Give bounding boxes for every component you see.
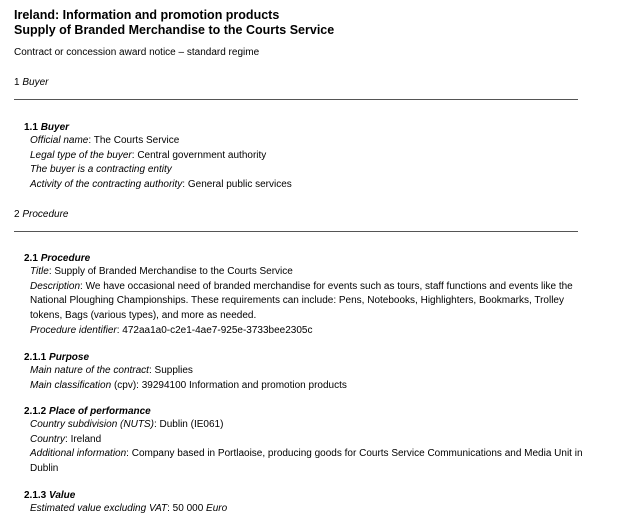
contracting-entity-row: [30, 163, 584, 178]
notice-title-line2: Supply of Branded Merchandise to the Courts Service: [14, 23, 335, 37]
subsection-title: Value: [49, 490, 76, 501]
section-divider: [14, 231, 578, 232]
activity-row: Activity of the contracting authority: General public services: [30, 179, 292, 191]
activity-value: General public services: [187, 179, 292, 191]
additional-info-value: Company based in Portlaoise, producing goods for Courts Service Communications and Media Unit in Dublin: [30, 448, 583, 475]
subsection-heading-procedure: [24, 252, 584, 265]
field-label: Country subdivision (NUTS): [30, 419, 154, 430]
contracting-entity-text: The buyer is a contracting entity: [30, 164, 172, 176]
subsection-heading-purpose: [24, 351, 584, 364]
buyer-block: [24, 121, 584, 193]
country-row: Country: Ireland: [30, 433, 102, 445]
nuts-row: Country subdivision (NUTS): Dublin (IE061): [30, 419, 224, 430]
subsection-heading-value: [24, 489, 584, 502]
field-label: Official name: [30, 135, 89, 146]
notice-title: [14, 8, 334, 38]
field-label: Country: [30, 433, 66, 445]
procedure-identifier-value: 472aa1a0-c2e1-4ae7-925e-3733bee2305c: [122, 324, 313, 336]
classification-scheme: (cpv): [113, 379, 137, 391]
contract-nature-value: Supplies: [154, 365, 193, 376]
purpose-block: [24, 351, 584, 393]
description-value: We have occasional need of branded merchandise for events such as tours, staff functions and events like the National Ploughing Championships. These requirements can include: Pens, Notebooks, Highlighters, Bookmarks, Trolley tokens, Bags (various types), and more as needed.: [30, 280, 573, 322]
notice-title-line1: Ireland: Information and promotion products: [14, 8, 280, 22]
section-title: Buyer: [22, 77, 49, 88]
field-label: Main classification: [30, 379, 112, 391]
description-row: Description: We have occasional need of branded merchandise for events such as tours, staff functions and events like the National Ploughing Championships. These requirements can include: Pens, Notebooks, Highlighters, Bookmarks, Trolley tokens, Bags (various types), and more as needed.: [30, 280, 573, 322]
subsection-heading-place: [24, 405, 584, 418]
estimated-amount: 50 000: [172, 503, 204, 514]
subsection-title: Procedure: [40, 253, 91, 264]
nuts-value: Dublin (IE061): [159, 419, 224, 430]
subsection-number: 2.1.2: [24, 406, 47, 417]
field-label: Legal type of the buyer: [30, 149, 132, 161]
classification-value: 39294100 Information and promotion products: [141, 379, 347, 391]
procedure-title-value: Supply of Branded Merchandise to the Courts Service: [54, 266, 293, 277]
place-block: [24, 405, 584, 477]
field-label: Additional information: [30, 448, 127, 460]
section-title: Procedure: [22, 209, 69, 220]
additional-info-row: Additional information: Company based in Portlaoise, producing goods for Courts Service Communications and Media Unit in Dublin: [30, 448, 583, 475]
procedure-title-row: Title: Supply of Branded Merchandise to the Courts Service: [30, 266, 293, 277]
legal-type-row: Legal type of the buyer: Central government authority: [30, 149, 267, 161]
subsection-number: 1.1: [24, 122, 38, 133]
currency: Euro: [206, 503, 228, 514]
procedure-block: [24, 252, 584, 339]
notice-type: Contract or concession award notice – standard regime: [14, 47, 260, 58]
procedure-identifier-row: Procedure identifier: 472aa1a0-c2e1-4ae7-925e-3733bee2305c: [30, 324, 313, 336]
subsection-title: Buyer: [40, 122, 70, 133]
section-heading-buyer: [14, 76, 48, 89]
legal-type-value: Central government authority: [137, 149, 267, 161]
estimated-value-row: Estimated value excluding VAT: 50 000 Euro: [30, 503, 228, 514]
field-label: Estimated value excluding VAT: [30, 503, 168, 514]
value-block: [24, 489, 584, 517]
section-number: 1: [14, 77, 20, 88]
section-divider: [14, 99, 578, 100]
classification-row: Main classification (cpv): 39294100 Information and promotion products: [30, 379, 347, 391]
field-label: Title: [30, 266, 49, 277]
subsection-title: Place of performance: [49, 406, 151, 417]
subsection-heading-buyer: [24, 121, 584, 134]
subsection-title: Purpose: [49, 352, 90, 363]
field-label: Activity of the contracting authority: [30, 179, 183, 191]
section-heading-procedure: [14, 208, 68, 221]
official-name-row: Official name: The Courts Service: [30, 135, 180, 146]
field-label: Description: [30, 280, 81, 292]
field-label: Main nature of the contract: [30, 365, 149, 376]
contract-nature-row: Main nature of the contract: Supplies: [30, 365, 193, 376]
field-label: Procedure identifier: [30, 324, 117, 336]
subsection-number: 2.1.3: [24, 490, 47, 501]
subsection-number: 2.1: [24, 253, 38, 264]
official-name-value: The Courts Service: [93, 135, 180, 146]
country-value: Ireland: [70, 433, 102, 445]
section-number: 2: [14, 209, 20, 220]
subsection-number: 2.1.1: [24, 352, 47, 363]
